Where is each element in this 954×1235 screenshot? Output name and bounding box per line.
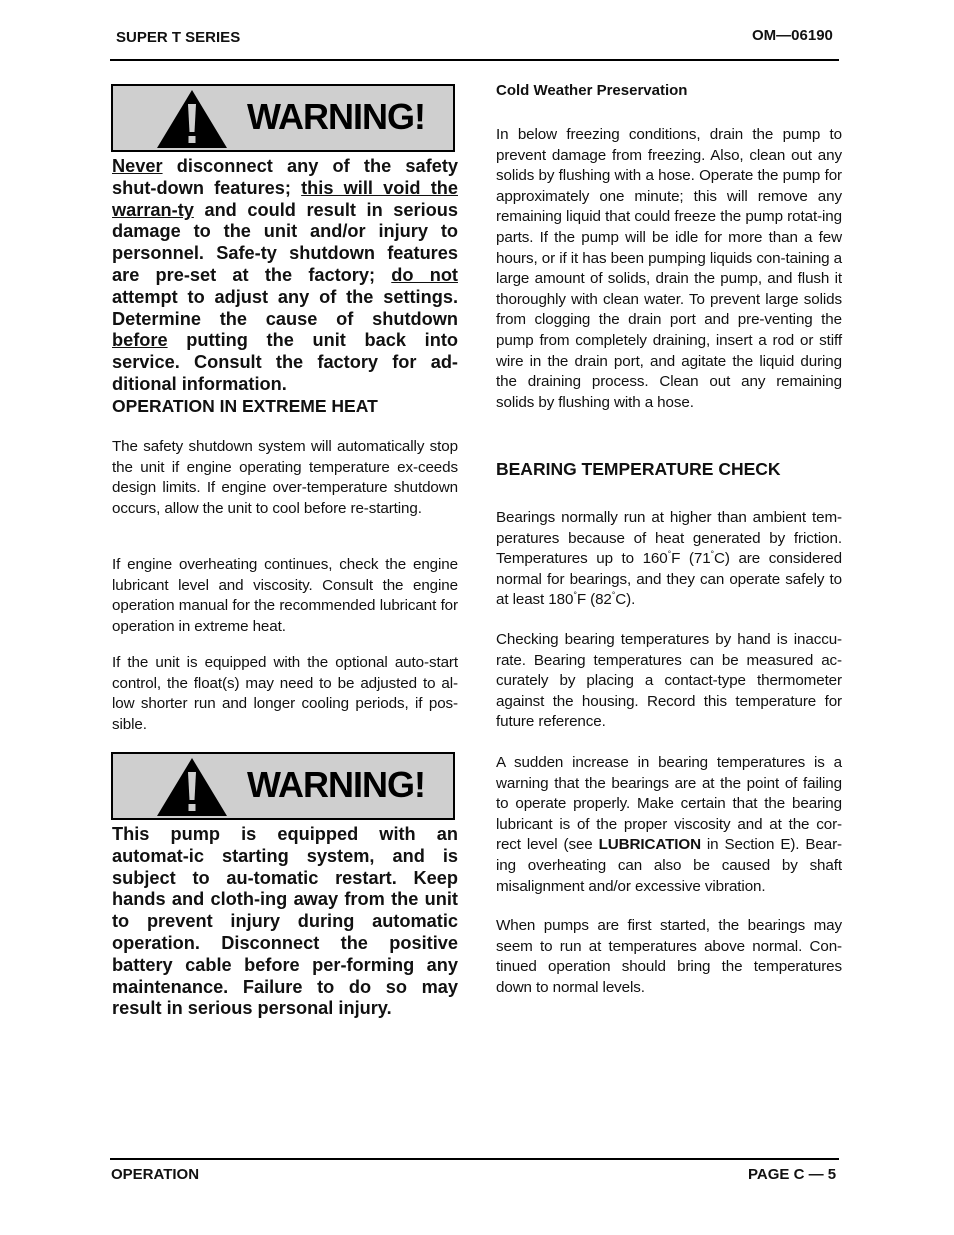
section-title-cold-weather: Cold Weather Preservation bbox=[496, 82, 688, 99]
warning-banner-2 bbox=[111, 752, 455, 820]
emph-void-warranty: this will void the warran-ty bbox=[112, 177, 458, 220]
bearing-paragraph-3 bbox=[496, 753, 842, 897]
footer-section: OPERATION bbox=[111, 1166, 200, 1183]
emph-do-not: do not bbox=[391, 264, 458, 285]
warning1-text-a: disconnect any of the safety shut-down features; bbox=[112, 156, 458, 198]
warning-triangle-icon bbox=[155, 88, 229, 150]
bearing-paragraph-4: When pumps are first started, the bearings may seem to run at temperatures above normal. Con-tinued operation should bring the temperatures down to normal levels. bbox=[496, 917, 842, 996]
bearing-p3-b: in Section E). Bear-ing overheating can also be caused by shaft misalignment and/or excessive vibration. bbox=[496, 836, 842, 895]
extreme-heat-paragraph-3: If the unit is equipped with the optional auto-start control, the float(s) may need to be adjusted to al-low shorter run and longer cooling periods, if pos-sible. bbox=[112, 654, 458, 733]
bearing-paragraph-1 bbox=[496, 508, 842, 611]
section-title-extreme-heat: OPERATION IN EXTREME HEAT bbox=[112, 396, 378, 416]
warning-text-2: This pump is equipped with an automat-ic starting system, and is subject to au-tomatic restart. Keep hands and cloth-ing away from the unit to prevent injury during automatic operation. Disconnect the positive battery cable before per-forming any maintenance. Failure to do so may result in serious personal injury. bbox=[112, 824, 458, 1019]
emph-never: Never bbox=[112, 156, 163, 176]
warning-triangle-icon bbox=[155, 756, 229, 818]
warning-text-1 bbox=[112, 156, 458, 396]
header-series: SUPER T SERIES bbox=[116, 29, 241, 46]
bearing-p1-a: Bearings normally run at higher than ambient tem-peratures because of heat generated by friction. Temperatures up to 160 bbox=[496, 509, 842, 568]
cold-weather-paragraph: In below freezing conditions, drain the pump to prevent damage from freezing. Also, clean out any solids by flushing with a hose. Operate the pump for approximately one minute; this will remove any remaining liquid that could freeze the pump rotat-ing parts. If the pump will be idle for more than a few hours, or if it has been pumping liquids con-taining a large amount of solids, drain the pump, and flush it thoroughly with clean water. To prevent large solids from clogging the drain port and pre-venting the pump from completely draining, insert a rod or stiff wire in the drain port, and agitate the liquid during the draining process. Clean out any remaining solids by flushing with a hose. bbox=[496, 126, 842, 411]
lubrication-reference: LUBRICATION bbox=[598, 836, 701, 854]
header-rule bbox=[110, 59, 839, 61]
bearing-p1-b: F (71 bbox=[671, 550, 711, 568]
footer-rule bbox=[110, 1158, 839, 1160]
bearing-p1-c: C) are considered normal for bearings, and they can operate safely to at least 180 bbox=[496, 550, 842, 609]
warning-banner-1 bbox=[111, 84, 455, 152]
footer-page-number: PAGE C — 5 bbox=[748, 1166, 837, 1183]
warning-label-2: WARNING! bbox=[247, 764, 425, 805]
warning1-text-b: and could result in serious damage to the unit and/or injury to personnel. Safe-ty shutdown features are pre-set at the factory; bbox=[112, 199, 458, 285]
warning-label-1: WARNING! bbox=[247, 96, 425, 137]
emph-before: before bbox=[112, 330, 168, 351]
bearing-paragraph-2: Checking bearing temperatures by hand is inaccu-rate. Bearing temperatures can be measured ac-curately by placing a contact-type thermometer against the housing. Record this temperature for future reference. bbox=[496, 631, 842, 731]
warning1-text-d: putting the unit back into service. Consult the factory for ad-ditional information. bbox=[112, 330, 458, 394]
warning1-text-c: attempt to adjust any of the settings. Determine the cause of shutdown bbox=[112, 286, 458, 329]
degree-sign: ° bbox=[573, 590, 577, 601]
bearing-p1-d: F (82 bbox=[576, 591, 612, 609]
extreme-heat-paragraph-1: The safety shutdown system will automatically stop the unit if engine operating temperature ex-ceeds design limits. If engine over-temperature shutdown occurs, allow the unit to cool before re-starting. bbox=[112, 438, 458, 517]
section-title-bearing-temperature: BEARING TEMPERATURE CHECK bbox=[496, 459, 781, 479]
extreme-heat-paragraph-2: If engine overheating continues, check the engine lubricant level and viscosity. Consult the engine operation manual for the recommended lubricant for operation in extreme heat. bbox=[112, 556, 458, 635]
degree-sign: ° bbox=[667, 549, 672, 560]
bearing-p3-a: A sudden increase in bearing temperatures is a warning that the bearings are at the point of failing to operate properly. Make certain that the bearing lubricant is of the proper viscosity and at the cor-rect level (see bbox=[496, 754, 842, 854]
header-doc-number: OM—06190 bbox=[752, 27, 833, 44]
degree-sign: ° bbox=[710, 549, 715, 560]
bearing-p1-e: C). bbox=[615, 591, 636, 609]
degree-sign: ° bbox=[611, 590, 616, 601]
